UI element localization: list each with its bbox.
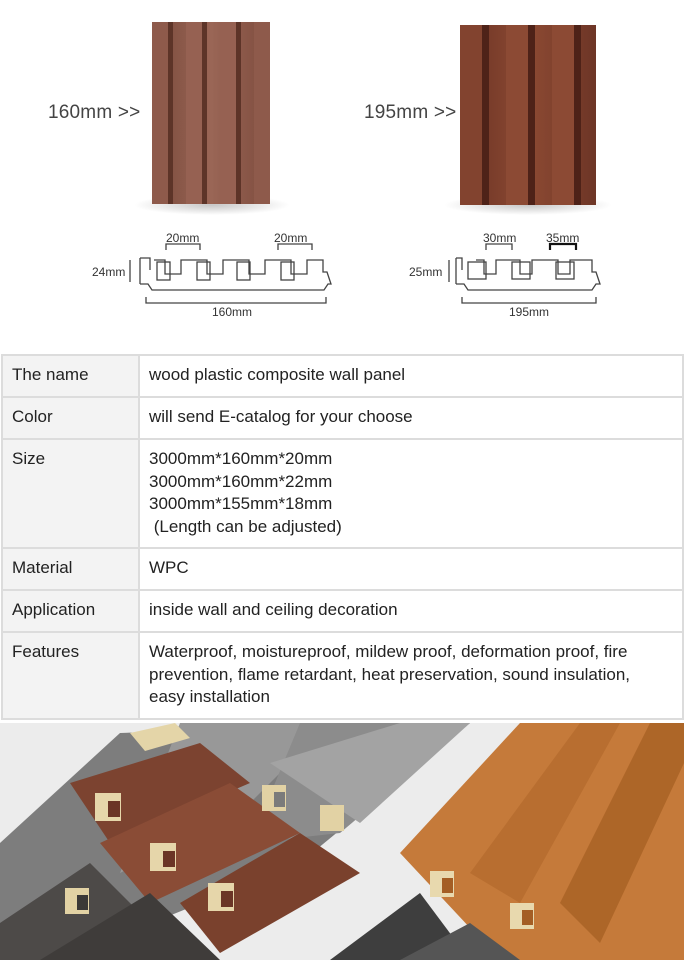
- spec-key: The name: [2, 355, 139, 397]
- spec-key: Material: [2, 548, 139, 590]
- spec-key: Features: [2, 632, 139, 719]
- left-total-label: 160mm: [212, 305, 253, 319]
- spec-value: Waterproof, moistureproof, mildew proof, deformation proof, fire prevention, flame retardant, heat preservation, sound insulation, easy installation: [139, 632, 683, 719]
- right-profile-drawing: [449, 244, 600, 303]
- table-row: [2, 590, 683, 632]
- spec-value: will send E-catalog for your choose: [139, 397, 683, 439]
- table-row: [2, 355, 683, 397]
- right-width-label: 195mm >>: [364, 102, 457, 123]
- table-row: [2, 397, 683, 439]
- table-row: [2, 632, 683, 719]
- spec-value: wood plastic composite wall panel: [139, 355, 683, 397]
- right-thickness-label: 25mm: [409, 265, 443, 279]
- left-panel-image: [152, 22, 270, 204]
- product-diagram: [0, 0, 684, 345]
- right-panel-image: [460, 25, 596, 205]
- spec-value: inside wall and ceiling decoration: [139, 590, 683, 632]
- spec-key: Application: [2, 590, 139, 632]
- left-profile-drawing: [130, 244, 331, 303]
- table-row: [2, 439, 683, 548]
- spec-table: [1, 354, 684, 720]
- left-width-label: 160mm >>: [48, 102, 141, 123]
- right-total-label: 195mm: [509, 305, 550, 319]
- right-slot-a-label: 30mm: [483, 231, 517, 245]
- spec-key: Color: [2, 397, 139, 439]
- spec-value: 3000mm*160mm*20mm 3000mm*160mm*22mm 3000mm*155mm*18mm (Length can be adjusted): [139, 439, 683, 548]
- product-photo: [0, 723, 684, 960]
- right-slot-b-label: 35mm: [546, 231, 580, 245]
- left-thickness-label: 24mm: [92, 265, 126, 279]
- spec-value: WPC: [139, 548, 683, 590]
- table-row: [2, 548, 683, 590]
- spec-key: Size: [2, 439, 139, 548]
- left-slot-a-label: 20mm: [166, 231, 200, 245]
- panel-illustrations: [0, 0, 684, 345]
- left-slot-b-label: 20mm: [274, 231, 308, 245]
